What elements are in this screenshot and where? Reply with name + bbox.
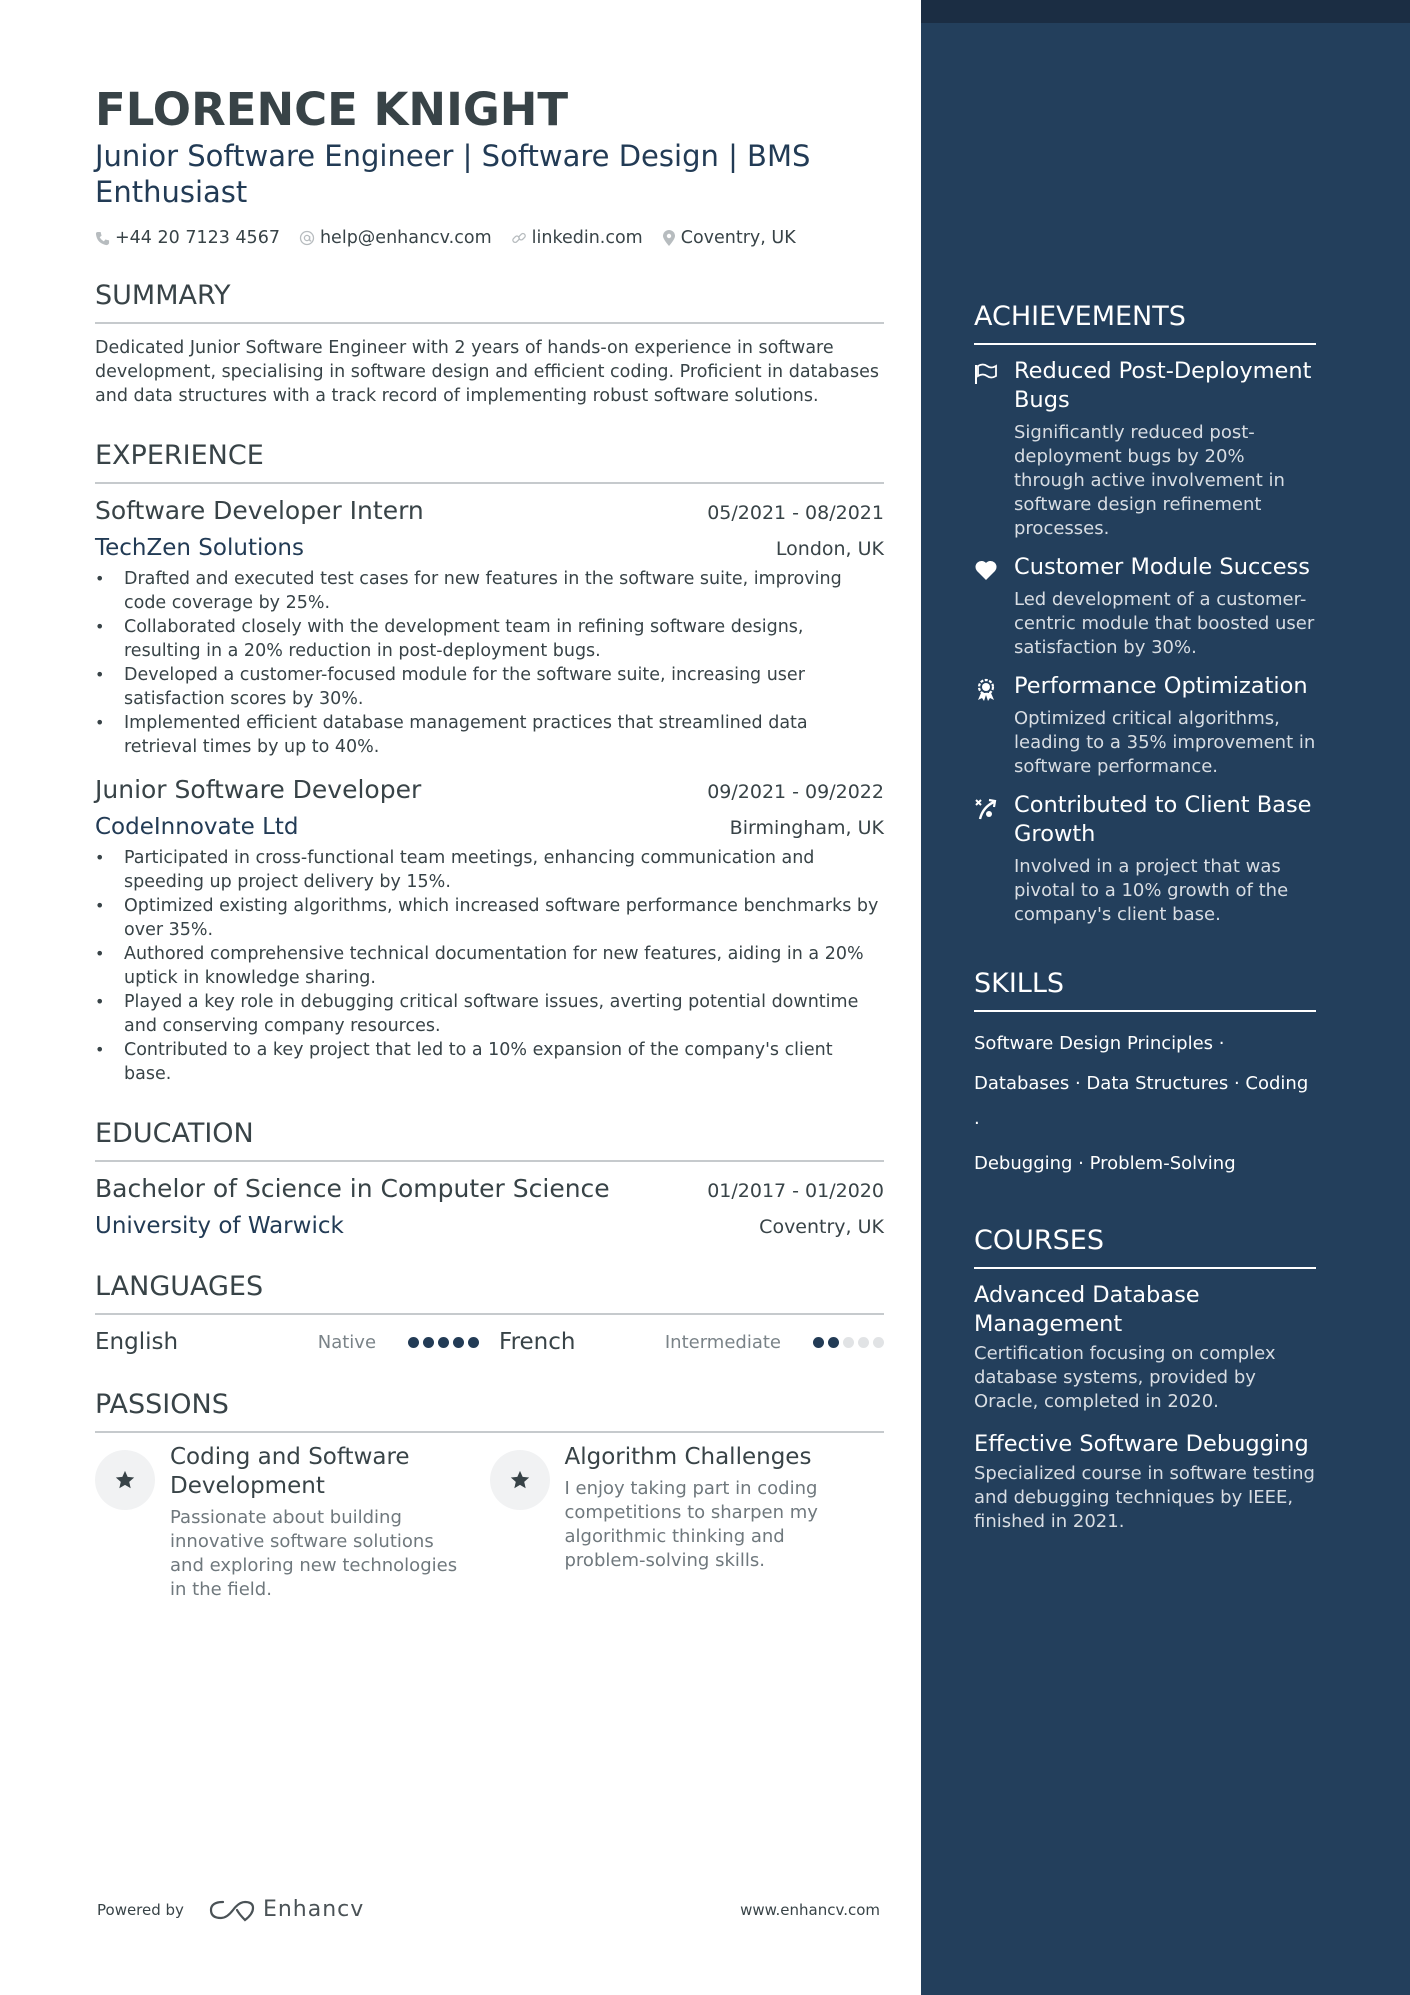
phone-icon [95, 231, 110, 246]
achievement-title: Performance Optimization [1014, 673, 1308, 699]
candidate-title: Junior Software Engineer | Software Design | BMS Enthusiast [95, 139, 811, 209]
course-desc: Specialized course in software testing and debugging techniques by IEEE, finished in 2021. [974, 1463, 1315, 1532]
proficiency-dots [408, 1337, 479, 1348]
achievement-item [974, 357, 1316, 541]
job-bullets [95, 846, 884, 1086]
summary-heading: SUMMARY [95, 280, 231, 311]
job-title: Junior Software Developer [95, 775, 422, 804]
dot-filled [813, 1337, 824, 1348]
achievement-title: Reduced Post-Deployment Bugs [1014, 358, 1312, 413]
course-title: Advanced Database Management [974, 1282, 1200, 1337]
summary-text: Dedicated Junior Software Engineer with 2 years of hands-on experience in software development, specialising in software design and efficient coding. Proficient in databases and data structures with a track record of implementing robust software solutions. [95, 338, 879, 406]
dot-empty [843, 1337, 854, 1348]
sidebar-top-band [921, 0, 1410, 23]
skills-section [974, 967, 1316, 1184]
achievement-item [974, 791, 1316, 927]
divider [95, 322, 884, 324]
education-dates: 01/2017 - 01/2020 [707, 1180, 884, 1202]
footer-url[interactable]: www.enhancv.com [740, 1900, 880, 1919]
bullet-item: • Drafted and executed test cases for new features in the software suite, improving code coverage by 25%. [95, 567, 884, 615]
achievements-section [974, 300, 1316, 927]
achievement-desc: Involved in a project that was pivotal to a 10% growth of the company's client base. [1014, 856, 1289, 925]
contact-location-text: Coventry, UK [680, 228, 796, 248]
contact-location [662, 228, 796, 248]
courses-heading: COURSES [974, 1225, 1104, 1256]
bullet-item: • Implemented efficient database management practices that streamlined data retrieval times by up to 40%. [95, 711, 884, 759]
achievement-title: Customer Module Success [1014, 554, 1310, 580]
flag-icon [974, 357, 1014, 541]
job-entry [95, 774, 884, 1086]
contact-email[interactable] [299, 228, 492, 248]
contact-phone[interactable] [95, 228, 280, 248]
company-name: TechZen Solutions [95, 535, 304, 561]
heart-icon [974, 553, 1014, 660]
main-column [95, 82, 884, 1602]
dot-empty [858, 1337, 869, 1348]
star-icon [95, 1450, 155, 1510]
divider [974, 343, 1316, 345]
passions-section [95, 1388, 884, 1602]
course-item [974, 1281, 1316, 1414]
degree: Bachelor of Science in Computer Science [95, 1174, 610, 1203]
passion-item [490, 1443, 885, 1602]
enhancv-logo[interactable] [209, 1897, 364, 1922]
divider [95, 482, 884, 484]
proficiency-dots [813, 1337, 884, 1348]
education-entry [95, 1173, 884, 1241]
passion-desc: Passionate about building innovative software solutions and exploring new technologies in the field. [170, 1507, 458, 1600]
education-location: Coventry, UK [759, 1216, 884, 1238]
divider [974, 1010, 1316, 1012]
link-icon [511, 230, 527, 246]
job-bullets [95, 567, 884, 759]
dot-filled [423, 1337, 434, 1348]
job-title: Software Developer Intern [95, 496, 424, 525]
footer [97, 1897, 880, 1922]
job-entry [95, 495, 884, 759]
skill-line: Databases · Data Structures · Coding · [974, 1073, 1309, 1134]
dot-filled [438, 1337, 449, 1348]
course-desc: Certification focusing on complex database systems, provided by Oracle, completed in 2020. [974, 1343, 1276, 1412]
contact-phone-text: +44 20 7123 4567 [115, 228, 280, 248]
divider [95, 1160, 884, 1162]
job-dates: 05/2021 - 08/2021 [707, 502, 884, 524]
skill-line: Debugging · Problem-Solving [974, 1153, 1236, 1174]
bullet-item: • Developed a customer-focused module for the software suite, increasing user satisfaction scores by 30%. [95, 663, 884, 711]
experience-section [95, 439, 884, 1086]
contact-list [95, 228, 884, 248]
passions-heading: PASSIONS [95, 1389, 229, 1420]
achievement-desc: Led development of a customer-centric module that boosted user satisfaction by 30%. [1014, 589, 1315, 658]
company-name: CodeInnovate Ltd [95, 814, 299, 840]
resume-header [95, 82, 884, 248]
course-item [974, 1430, 1316, 1534]
bullet-item: • Participated in cross-functional team meetings, enhancing communication and speeding up project delivery by 15%. [95, 846, 884, 894]
passion-title: Coding and Software Development [170, 1444, 410, 1499]
dot-empty [873, 1337, 884, 1348]
at-icon [299, 230, 315, 246]
strategy-arrow-icon [974, 791, 1014, 927]
award-medal-icon [974, 672, 1014, 779]
education-heading: EDUCATION [95, 1118, 254, 1149]
courses-section [974, 1224, 1316, 1534]
bullet-item: • Contributed to a key project that led to a 10% expansion of the company's client base. [95, 1038, 884, 1086]
enhancv-logo-icon [209, 1898, 255, 1922]
powered-by-label: Powered by [97, 1900, 184, 1919]
achievement-item [974, 553, 1316, 660]
bullet-item: • Collaborated closely with the development team in refining software designs, resulting in a 20% reduction in post-deployment bugs. [95, 615, 884, 663]
languages-section [95, 1270, 884, 1357]
language-item [95, 1329, 479, 1355]
passion-title: Algorithm Challenges [564, 1444, 812, 1470]
language-name: English [95, 1329, 179, 1355]
passion-item [95, 1443, 490, 1602]
contact-linkedin[interactable] [511, 228, 643, 248]
languages-heading: LANGUAGES [95, 1271, 264, 1302]
experience-heading: EXPERIENCE [95, 440, 264, 471]
dot-filled [408, 1337, 419, 1348]
language-name: French [499, 1329, 576, 1355]
job-dates: 09/2021 - 09/2022 [707, 781, 884, 803]
bullet-item: • Played a key role in debugging critical software issues, averting potential downtime and conserving company resources. [95, 990, 884, 1038]
passion-desc: I enjoy taking part in coding competitions to sharpen my algorithmic thinking and problem-solving skills. [564, 1478, 818, 1571]
divider [95, 1431, 884, 1433]
brand-name: Enhancv [262, 1897, 365, 1922]
contact-email-text: help@enhancv.com [319, 228, 492, 248]
star-icon [490, 1450, 550, 1510]
school-name: University of Warwick [95, 1213, 344, 1239]
achievements-heading: ACHIEVEMENTS [974, 301, 1186, 332]
language-item [499, 1329, 884, 1355]
sidebar-content [974, 300, 1316, 1534]
achievement-desc: Significantly reduced post-deployment bugs by 20% through active involvement in software design refinement processes. [1014, 422, 1285, 539]
skill-line: Software Design Principles · [974, 1033, 1225, 1054]
dot-filled [828, 1337, 839, 1348]
achievement-item [974, 672, 1316, 779]
dot-filled [453, 1337, 464, 1348]
divider [95, 1313, 884, 1315]
language-level: Intermediate [664, 1331, 781, 1353]
achievement-title: Contributed to Client Base Growth [1014, 792, 1312, 847]
sidebar [921, 0, 1410, 1995]
job-location: Birmingham, UK [729, 817, 884, 839]
location-pin-icon [662, 230, 676, 247]
achievement-desc: Optimized critical algorithms, leading to a 35% improvement in software performance. [1014, 708, 1316, 777]
language-level: Native [317, 1331, 377, 1353]
course-title: Effective Software Debugging [974, 1431, 1309, 1457]
contact-linkedin-text: linkedin.com [531, 228, 643, 248]
education-section [95, 1117, 884, 1241]
skills-heading: SKILLS [974, 968, 1065, 999]
divider [974, 1267, 1316, 1269]
summary-section [95, 279, 884, 408]
candidate-name: FLORENCE KNIGHT [95, 83, 569, 136]
bullet-item: • Authored comprehensive technical documentation for new features, aiding in a 20% uptick in knowledge sharing. [95, 942, 884, 990]
dot-filled [468, 1337, 479, 1348]
bullet-item: • Optimized existing algorithms, which increased software performance benchmarks by over 35%. [95, 894, 884, 942]
job-location: London, UK [775, 538, 884, 560]
